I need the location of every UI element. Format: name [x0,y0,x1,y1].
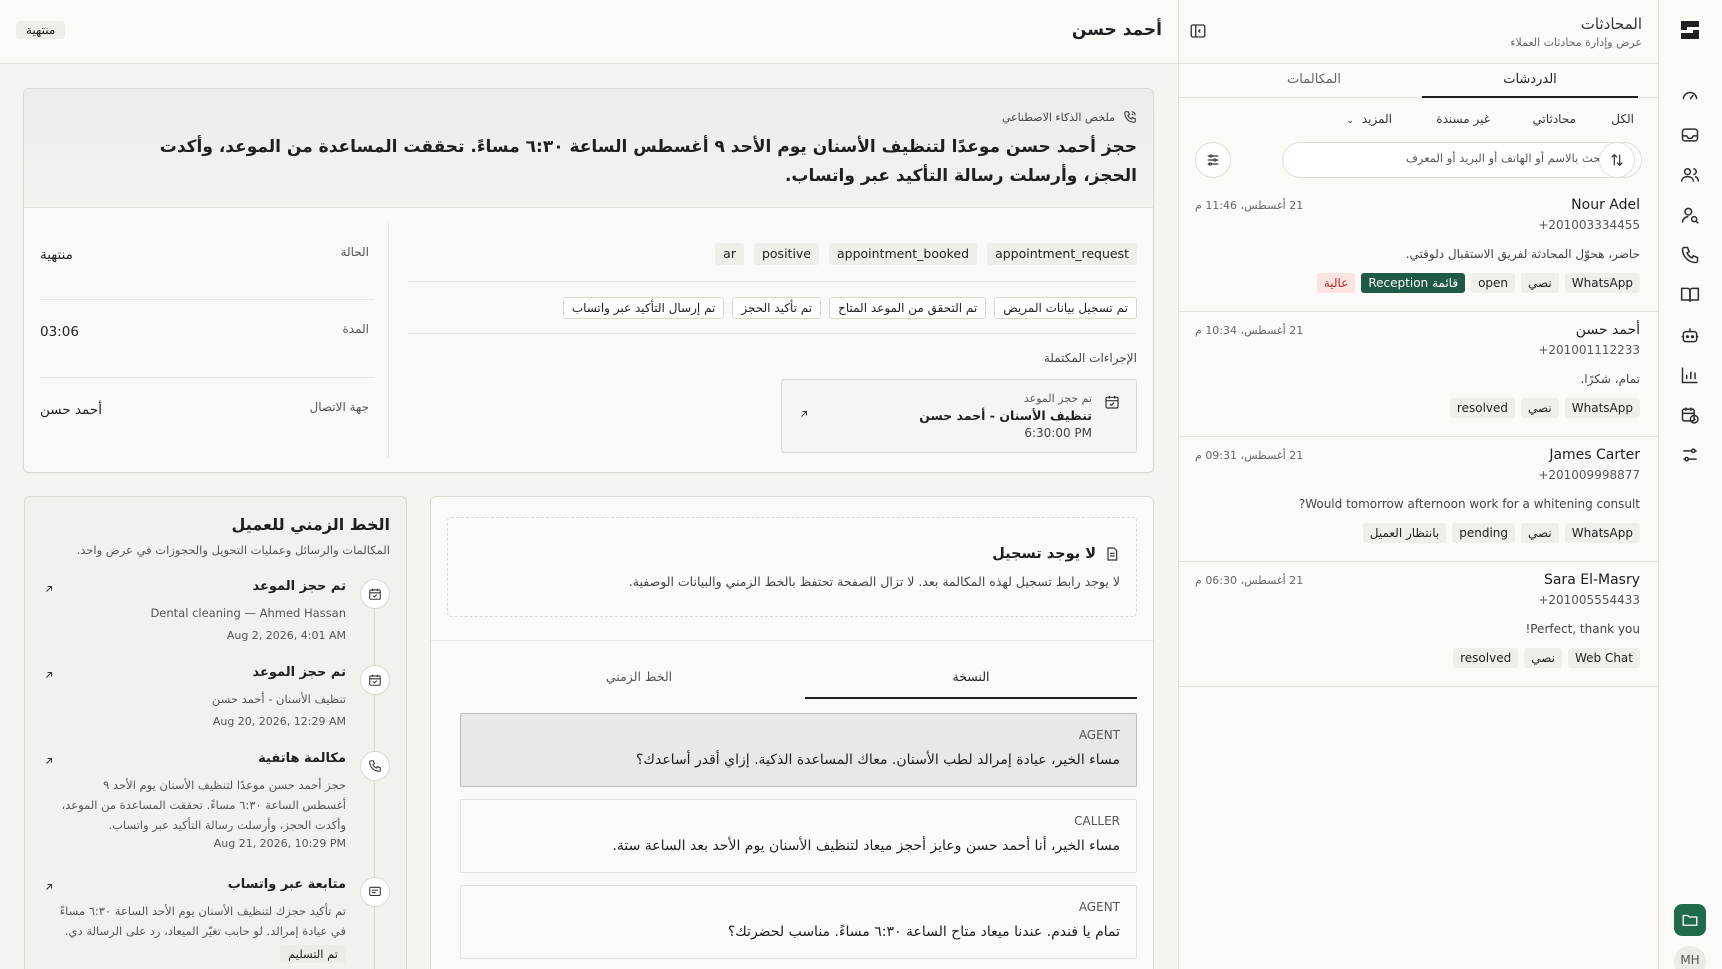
status-tag: resolved [1453,648,1518,668]
filter-settings-button[interactable] [1195,142,1231,178]
step-tag: تم تسجيل بيانات المريض [994,297,1137,319]
timeline-item-date: Aug 2, 2026, 4:01 AM [226,629,346,642]
tab-chats[interactable]: الدردشات [1422,72,1638,98]
chevron-down-icon: ⌄ [1346,116,1354,126]
contact-name: أحمد حسن [1575,322,1640,338]
calendar-check-icon [1104,394,1120,410]
sliders-icon [1205,152,1221,168]
external-link-icon[interactable] [43,755,55,767]
status-tag: pending [1452,523,1515,543]
filter-more[interactable] [1346,112,1392,126]
type-tag: نصي [1524,648,1562,668]
tag-list [1453,648,1640,668]
priority-tag: عالية [1317,273,1356,293]
filter-mine[interactable]: محادثاتي [1532,112,1576,126]
action-time: 6:30:00 PM [1024,426,1092,440]
detail-label-status: الحالة [340,245,369,259]
customer-timeline-card [24,496,407,969]
step-tag: تم تأكيد الحجز [732,297,821,319]
conversation-time: 21 أغسطس، 10:34 م [1195,324,1304,337]
conversation-time: 21 أغسطس، 11:46 م [1195,199,1304,212]
intent-tag: appointment_request [987,243,1137,265]
speaker-role: CALLER [1074,814,1120,828]
calendar-icon [360,665,390,695]
timeline-item-date: Aug 21, 2026, 10:29 PM [213,837,346,850]
folder-icon [1681,911,1699,929]
no-recording-desc: لا يوجد رابط تسجيل لهذه المكالمة بعد. لا تزال الصفحة تحتفظ بالخط الزمني والبيانات الوصفية. [628,574,1120,589]
panel-title: المحادثات [1580,15,1642,33]
logo-icon[interactable] [1678,18,1702,42]
channel-tag: WhatsApp [1565,273,1640,293]
conversation-item[interactable] [1179,437,1658,562]
detail-label-duration: المدة [342,322,369,336]
contact-search-icon[interactable] [1677,202,1703,228]
intent-tag: appointment_booked [829,243,977,265]
timeline-item-date: Aug 20, 2026, 12:29 AM [212,715,346,728]
document-icon [1104,546,1120,562]
conversation-item[interactable] [1179,187,1658,312]
chart-icon[interactable] [1677,362,1703,388]
timeline-item-desc: تنظيف الأسنان - أحمد حسن [211,692,346,706]
tab-calls[interactable]: المكالمات [1287,72,1341,87]
timeline-item-title: مكالمة هاتفية [258,751,346,766]
conversation-item[interactable] [1179,312,1658,437]
contact-phone: +201001112233 [1538,343,1640,357]
tag-list [1450,398,1640,418]
page-title: أحمد حسن [1071,20,1162,40]
divider [407,281,1137,282]
filter-bar [1179,98,1658,138]
message-preview: Perfect, thank you! [1525,622,1640,636]
divider [40,299,374,300]
conversation-time: 21 أغسطس، 09:31 م [1195,449,1304,462]
column-divider [388,223,389,458]
phone-icon[interactable] [1677,242,1703,268]
search-row [1179,138,1658,186]
message-preview: تمام، شكرًا. [1580,372,1640,386]
tag-list [1317,273,1640,293]
inbox-icon[interactable] [1677,122,1703,148]
message-text: مساء الخير، أنا أحمد حسن وعايز أحجز ميعاد لتنظيف الأسنان يوم الأحد بعد الساعة ستة. [612,838,1120,854]
detail-value-contact: أحمد حسن [40,402,102,418]
transcript-message [460,713,1137,787]
timeline-item-desc: Dental cleaning — Ahmed Hassan [150,606,346,620]
contact-name: Nour Adel [1571,197,1640,213]
ai-summary-text: حجز أحمد حسن موعدًا لتنظيف الأسنان يوم الأحد ٩ أغسطس الساعة ٦:٣٠ مساءً. تحققت المساعدة من الموعد، وأكدت الحجز، وأرسلت رسالة التأكيد عبر واتساب. [159,137,1137,186]
divider [431,640,1153,641]
detail-value-status: منتهية [40,247,73,263]
transcript-message [460,885,1137,959]
action-title: تم حجز الموعد [1023,392,1092,405]
filter-more-label: المزيد [1361,112,1392,126]
completed-actions-title: الإجراءات المكتملة [1043,351,1137,365]
message-text: مساء الخير، عيادة إمرالد لطب الأسنان. معاك المساعدة الذكية. إزاي أقدر أساعدك؟ [636,752,1120,768]
filter-all[interactable]: الكل [1611,112,1634,126]
message-preview: Would tomorrow afternoon work for a whitening consult? [1298,497,1640,511]
message-icon [360,877,390,907]
language-tag: ar [715,243,744,265]
phone-call-icon [1123,110,1137,124]
sort-icon [1609,152,1625,168]
no-recording-title: لا يوجد تسجيل [992,546,1096,562]
status-tag: resolved [1450,398,1515,418]
divider [40,377,374,378]
status-badge: منتهية [16,21,65,39]
channel-tag: WhatsApp [1565,523,1640,543]
intent-tags [715,243,1137,265]
speaker-role: AGENT [1078,728,1120,742]
timeline-item-title: تم حجز الموعد [252,579,346,594]
external-link-icon[interactable] [43,669,55,681]
timeline-item-desc: حجز أحمد حسن موعدًا لتنظيف الأسنان يوم الأحد ٩ أغسطس الساعة ٦:٣٠ مساءً. تحققت المساعدة من الموعد، وأكدت الحجز، وأرسلت رسالة التأكيد عبر واتساب. [61,778,346,832]
contact-phone: +201009998877 [1538,468,1640,482]
search-box [1282,142,1642,178]
sort-button[interactable] [1599,142,1635,178]
contact-name: James Carter [1549,447,1640,463]
channel-tag: Web Chat [1568,648,1640,668]
transcript-message [460,799,1137,873]
tab-timeline[interactable]: الخط الزمني [605,669,673,684]
completed-action-card[interactable] [781,379,1137,453]
steps-tags [563,297,1137,319]
type-tag: نصي [1521,523,1559,543]
speaker-role: AGENT [1078,900,1120,914]
timeline-item-title: متابعة عبر واتساب [227,877,346,892]
icon-rail [1658,0,1722,969]
users-icon[interactable] [1677,162,1703,188]
delivered-badge: تم التسليم [280,945,346,963]
message-text: تمام يا فندم. عندنا ميعاد متاح الساعة ٦:٣٠ مساءً. مناسب لحضرتك؟ [727,924,1120,940]
status-tag: open [1471,273,1515,293]
ai-summary-card [23,88,1154,473]
conversation-item[interactable] [1179,562,1658,687]
type-tag: نصي [1521,398,1559,418]
conversations-panel [1178,0,1658,969]
contact-name: Sara El-Masry [1543,572,1640,588]
conversations-header [1179,0,1658,64]
type-tag: نصي [1521,273,1559,293]
channel-tag: WhatsApp [1565,398,1640,418]
ai-summary-label: ملخص الذكاء الاصطناعي [1001,111,1115,124]
sliders-icon[interactable] [1677,442,1703,468]
gauge-icon[interactable] [1677,82,1703,108]
calendar-icon [360,579,390,609]
collapse-panel-icon[interactable] [1189,22,1207,40]
divider [407,333,1137,334]
bot-icon[interactable] [1677,322,1703,348]
filter-unassigned[interactable]: غير مسندة [1436,112,1490,126]
timeline-title: الخط الزمني للعميل [231,515,390,534]
message-preview: حاضر، هحوّل المحادثة لفريق الاستقبال دلوقتي. [1405,247,1640,261]
search-input[interactable] [1297,151,1607,165]
external-link-icon[interactable] [43,881,55,893]
no-recording-box [447,517,1137,617]
tag-list [1363,523,1640,543]
panel-subtitle: عرض وإدارة محادثات العملاء [1510,36,1642,49]
tab-transcript[interactable]: النسخة [805,669,1137,699]
external-link-icon[interactable] [43,583,55,595]
step-tag: تم التحقق من الموعد المتاح [829,297,986,319]
waiting-tag: بانتظار العميل [1363,523,1447,543]
conversations-tabs [1179,64,1658,98]
detail-value-duration: 03:06 [40,324,79,340]
timeline-item-desc: تم تأكيد حجزك لتنظيف الأسنان يوم الأحد الساعة ٦:٣٠ مساءً في عيادة إمرالد. لو حابب تغيّر الميعاد، رد على الرسالة دي. [59,904,346,938]
calendar-clock-icon[interactable] [1677,402,1703,428]
step-tag: تم إرسال التأكيد عبر واتساب [563,297,725,319]
timeline-item-title: تم حجز الموعد [252,665,346,680]
phone-icon [360,751,390,781]
book-icon[interactable] [1677,282,1703,308]
recording-card [430,496,1154,969]
detail-label-contact: جهة الاتصال [309,400,369,414]
external-link-icon[interactable] [798,408,810,420]
contact-phone: +201003334455 [1538,218,1640,232]
avatar[interactable]: MH [1674,946,1706,969]
conversation-time: 21 أغسطس، 06:30 م [1195,574,1304,587]
folder-button[interactable] [1674,904,1706,936]
sentiment-tag: positive [754,243,819,265]
timeline-subtitle: المكالمات والرسائل وعمليات التحويل والحجوزات في عرض واحد. [76,543,390,557]
queue-tag: قائمة Reception [1361,273,1465,293]
action-subtitle: تنظيف الأسنان - أحمد حسن [919,408,1092,423]
contact-phone: +201005554433 [1538,593,1640,607]
detail-header [0,0,1178,64]
